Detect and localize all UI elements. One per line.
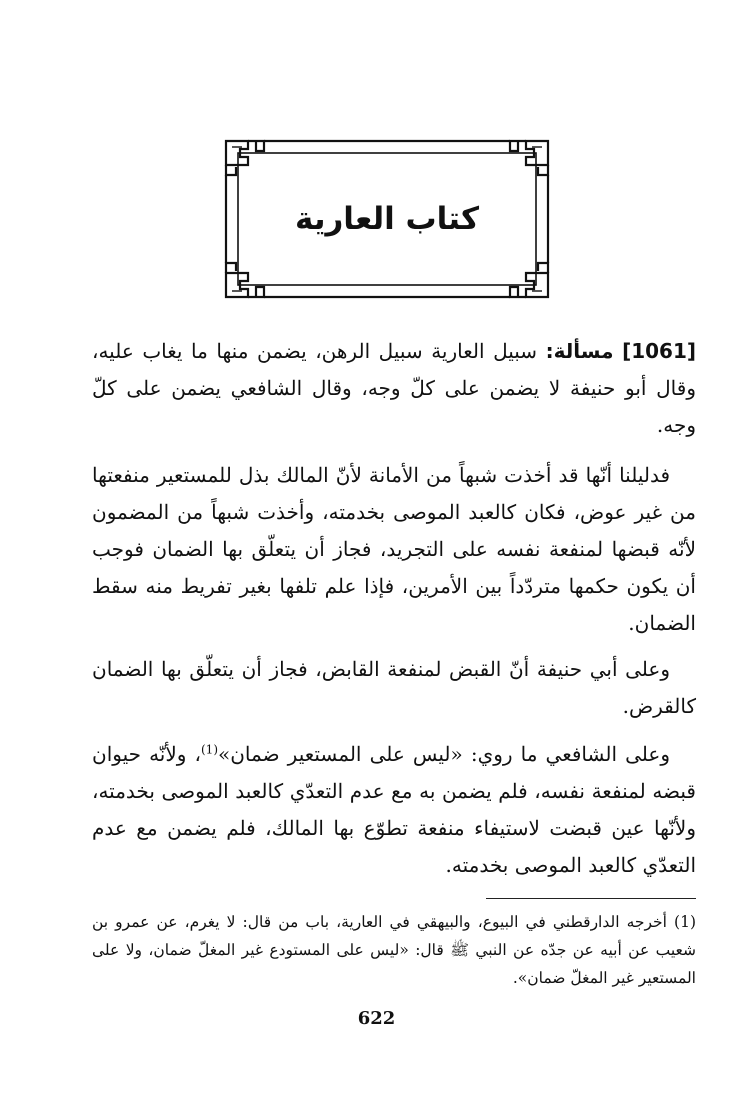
footnote-mark: (1) (674, 913, 696, 931)
shafii-text-end: ، ولأنّه حيوان قبضه لمنفعة نفسه، فلم يضمن به مع عدم التعدّي كالعبد الموصى بخدمته، ولأنّها عين قبضت لاستيفاء منفعة تطوّع بها المالك، فلم يضمن مع عدم التعدّي كالعبد الموصى بخدمته. (92, 742, 697, 877)
issue-number: [1061] (622, 339, 697, 363)
issue-paragraph (92, 333, 696, 444)
hanafi-reply-paragraph: وعلى أبي حنيفة أنّ القبض لمنفعة القابض، فجاز أن يتعلّق بها الضمان كالقرض. (92, 657, 696, 718)
footnote (92, 908, 696, 992)
footnote-separator (486, 898, 696, 899)
argument-paragraph: فدليلنا أنّها قد أخذت شبهاً من الأمانة لأنّ المالك بذل للمستعير منفعتها من غير عوض، فكان كالعبد الموصى بخدمته، وأخذت شبهاً من المضمون لأنّه قبضها لمنفعة نفسه على التجريد، فجاز أن يتعلّق بها الضمان فوجب أن يكون حكمها متردّداً بين الأمرين، فإذا علم تلفها بغير تفريط منه سقط الضمان. (92, 463, 696, 635)
shafii-reply-paragraph (92, 736, 696, 884)
issue-text: سبيل العارية سبيل الرهن، يضمن منها ما يغاب عليه، وقال أبو حنيفة لا يضمن على كلّ وجه، وقال الشافعي يضمن على كلّ وجه. (92, 339, 696, 437)
chapter-title-frame (218, 133, 556, 305)
page-number: 622 (357, 1008, 396, 1029)
shafii-text-start: وعلى الشافعي ما روي: «ليس على المستعير ضمان» (218, 742, 671, 766)
footnote-text: أخرجه الدارقطني في البيوع، والبيهقي في العارية، باب من قال: لا يغرم، عن عمرو بن شعيب عن أبيه عن جدّه عن النبي ﷺ قال: «ليس على المستودع غير المغلّ ضمان، ولا على المستعير غير المغلّ ضمان». (92, 913, 696, 987)
chapter-title: كتاب العارية (295, 201, 479, 237)
footnote-reference: (1) (200, 742, 218, 757)
issue-label: مسألة: (545, 339, 614, 363)
